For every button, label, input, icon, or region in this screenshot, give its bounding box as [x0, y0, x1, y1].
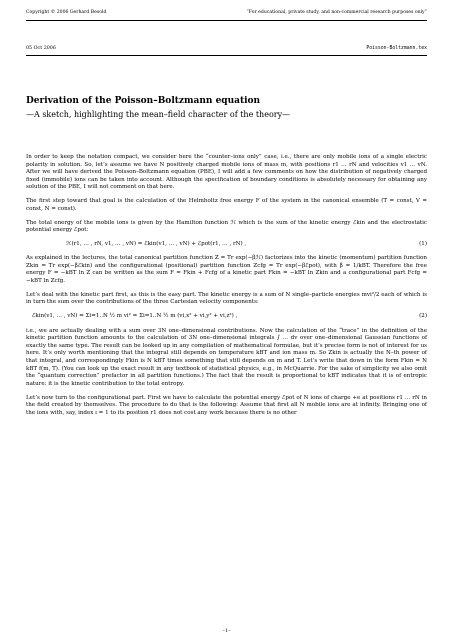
paragraph: The total energy of the mobile ions is given by the Hamilton function ℋ which is the sum of the kinetic energy ℰkin and the electrostatic potential energy ℰpot: — [26, 219, 427, 234]
header-rule — [26, 20, 427, 21]
meta-rule — [26, 55, 427, 56]
paragraph: i.e., we are actually dealing with a sum over 3N one–dimensional contributions. Now the calculation of the “trace” in the definition of the kinetic partition function amounts to the calculation of 3N one–dimensional integrals ∫ … dv over one–dimensional Gaussian functions of exactly the same type. The result can be looked up in any compilation of mathematical formulae, but it’s precise form is not of interest for us here. It’s only worth mentioning that the integral still depends on temperature kBT and ion mass m. So Zkin is actually the N–th power of that integral, and correspondingly Fkin is N kBT times something that still depends on m and T. Let’s write that down in the form Fkin = N kBT f(m, T). (You can look up the exact result in any textbook of statistical physics, e.g., in McQuarrie. For the sake of simplicity we also omit the “quantum correction” prefactor in all partition functions.) The fact that the result is proportional to kBT indicates that it is of entropic nature: it is the kinetic contribution to the total entropy. — [26, 327, 427, 387]
page-number: –1– — [222, 628, 231, 634]
paper-title: Derivation of the Poisson–Boltzmann equation — [26, 96, 261, 106]
paragraph: As explained in the lectures, the total canonical partition function Z = Tr exp(−βℋ) factorizes into the kinetic (momentum) partition function Zkin = Tr exp(−βℰkin) and the configurational (positional) partition function Zcfg = Tr exp(−βℰpot), with β = 1/kBT. Therefore the free energy F = −kBT ln Z can be written as the sum F = Fkin + Fcfg of a kinetic part Fkin = −kBT ln Zkin and a configurational part Fcfg = −kBT ln Zcfg. — [26, 254, 427, 284]
equation-text: ℋ(r1, … , rN, v1, … , vN) = ℰkin(v1, … , vN) + ℰpot(r1, … , rN) , — [66, 241, 247, 248]
document-meta — [26, 46, 427, 51]
document-filename: Poisson-Boltzmann.tex — [366, 46, 427, 51]
running-header — [26, 10, 427, 15]
equation-number: (2) — [419, 313, 427, 320]
usage-notice: “For educational, private study, and non-commercial research purposes only” — [246, 10, 427, 15]
equation-number: (1) — [419, 241, 427, 248]
equation-2 — [26, 313, 427, 321]
paragraph: The first step toward that goal is the calculation of the Helmholtz free energy F of the system in the canonical ensemble (T = const, V = const, N = const). — [26, 198, 427, 212]
equation-text: ℰkin(v1, … , vN) = Σi=1..N ½ m vi² = Σi=1..N ½ m (vi,x² + vi,y² + vi,z²) , — [32, 313, 238, 320]
equation-1 — [26, 241, 427, 249]
paper-body — [26, 154, 427, 424]
document-date: 05 Oct 2006 — [26, 46, 56, 51]
paper-subtitle: —A sketch, highlighting the mean–field character of the theory— — [26, 110, 291, 119]
copyright-notice: Copyright © 2006 Gerhard Besold — [26, 10, 107, 15]
paragraph: In order to keep the notation compact, we consider here the “counter–ions only” case, i.e., there are only mobile ions of a single electric polarity in solution. So, let’s assume we have N positively charged mobile ions of mass m, with positions r1 … rN and velocities v1 … vN. After we will have derived the Poisson–Boltzmann equation (PBE), I will add a few comments on how the distribution of negatively charged fixed (immobile) ions can be taken into account. Although the specification of boundary conditions is absolutely necessary for obtaining any solution of the PBE, I will not comment on that here. — [26, 154, 427, 191]
paragraph: Let’s now turn to the configurational part. First we have to calculate the potential energy ℰpot of N ions of charge +e at positions r1 … rN in the field created by themselves. The procedure to do that is the following: Assume that first all N mobile ions are at infinity. Bringing one of the ions with, say, index ı = 1 to its position r1 does not cost any work because there is no other — [26, 394, 427, 416]
paragraph: Let’s deal with the kinetic part first, as this is the easy part. The kinetic energy is a sum of N single–particle energies mvi²/2 each of which is in turn the sum over the contributions of the three Cartesian velocity components: — [26, 291, 427, 306]
